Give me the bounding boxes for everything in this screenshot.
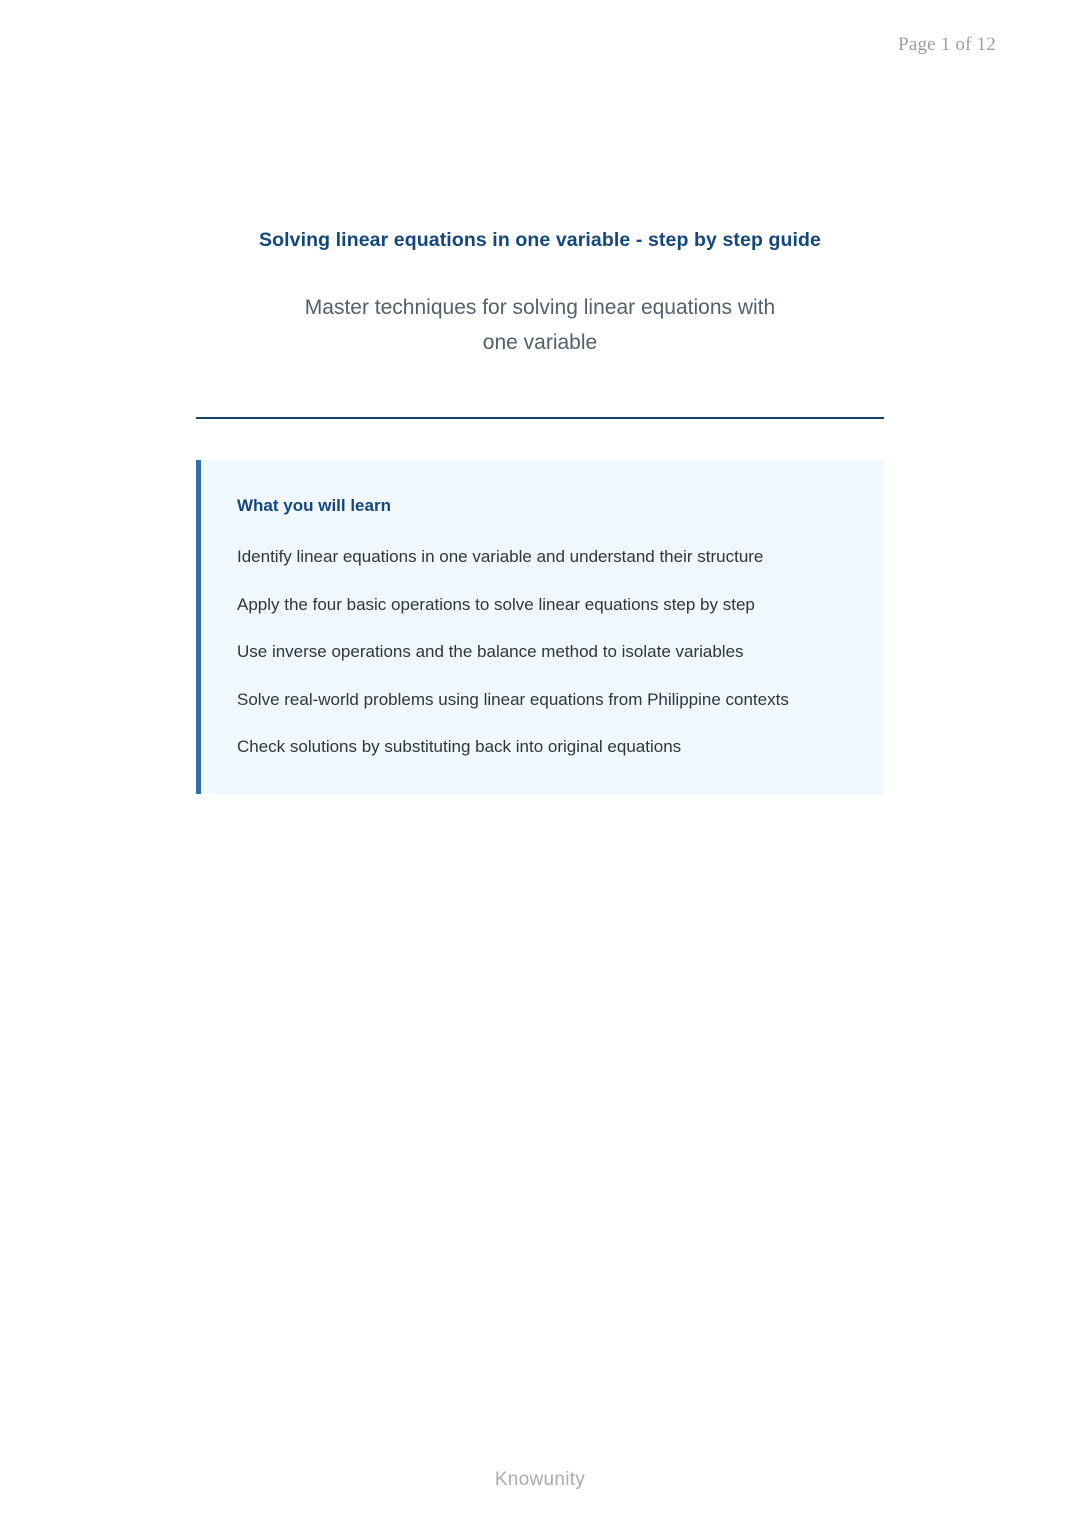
title-divider (196, 417, 884, 420)
list-item: Check solutions by substituting back into original equations (237, 737, 682, 757)
list-item: Identify linear equations in one variable and understand their structure (237, 547, 764, 567)
page-indicator: Page 1 of 12 (898, 34, 996, 55)
list-item: Use inverse operations and the balance method to isolate variables (237, 642, 744, 662)
learning-objectives-panel (196, 460, 884, 794)
list-item: Apply the four basic operations to solve linear equations step by step (237, 594, 755, 614)
footer-brand: Knowunity (494, 1469, 586, 1490)
list-item: Solve real-world problems using linear equations from Philippine contexts (237, 689, 789, 709)
document-content (196, 0, 884, 794)
learning-objectives-heading: What you will learn (237, 496, 391, 516)
page-title: Solving linear equations in one variable - step by step guide (259, 229, 821, 251)
page-subtitle: Master techniques for solving linear equations with one variable (304, 296, 776, 354)
